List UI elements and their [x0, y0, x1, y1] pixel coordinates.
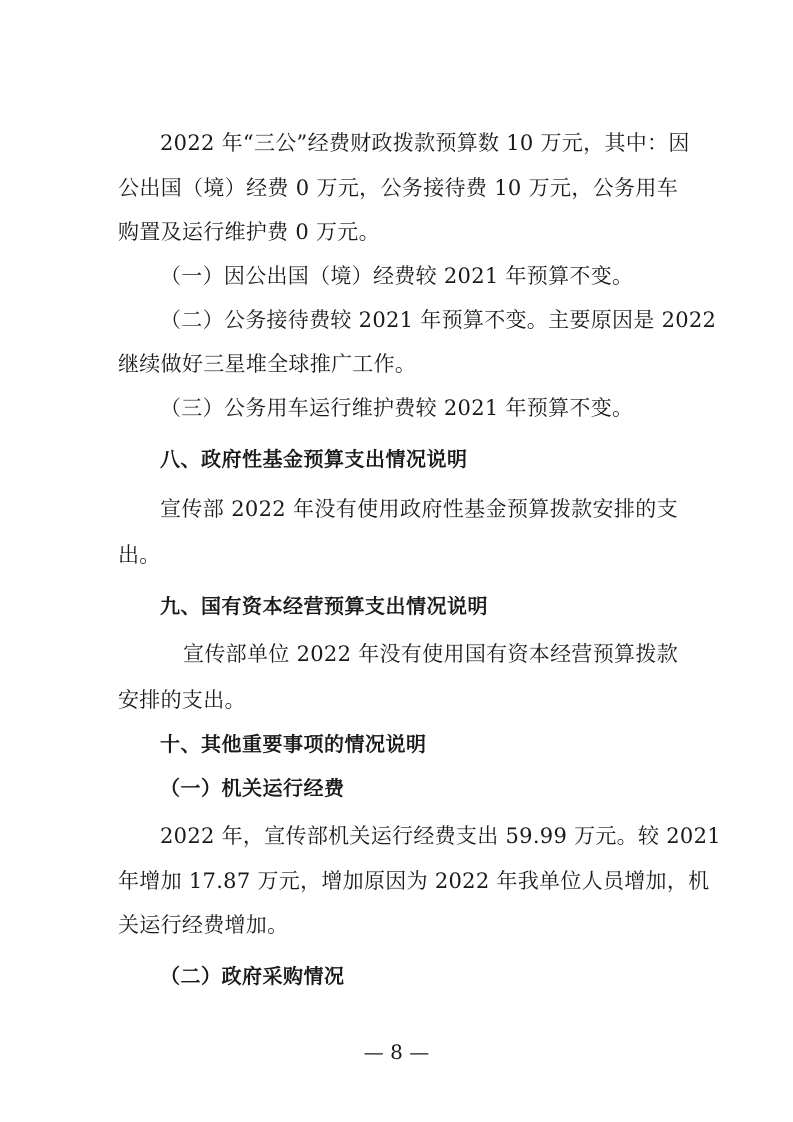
section-heading: 十、其他重要事项的情况说明	[160, 732, 427, 756]
paragraph-line: 公出国（境）经费 0 万元，公务接待费 10 万元，公务用车	[118, 176, 678, 200]
paragraph-line: 购置及运行维护费 0 万元。	[118, 220, 380, 244]
paragraph-line: 年增加 17.87 万元，增加原因为 2022 年我单位人员增加，机	[118, 869, 710, 893]
paragraph-line: 关运行经费增加。	[118, 913, 289, 937]
paragraph-line: （一）因公出国（境）经费较 2021 年预算不变。	[160, 264, 634, 288]
paragraph-line: 2022 年“三公”经费财政拨款预算数 10 万元，其中：因	[160, 131, 690, 155]
paragraph-line: 安排的支出。	[118, 688, 246, 712]
paragraph-line: 继续做好三星堆全球推广工作。	[118, 352, 417, 376]
section-heading: 九、国有资本经营预算支出情况说明	[160, 594, 488, 618]
paragraph-line: 宣传部单位 2022 年没有使用国有资本经营预算拨款	[183, 642, 678, 666]
paragraph-line: 出。	[118, 543, 161, 567]
paragraph-line: （三）公务用车运行维护费较 2021 年预算不变。	[160, 396, 634, 420]
paragraph-line: 2022 年，宣传部机关运行经费支出 59.99 万元。较 2021	[160, 824, 721, 848]
paragraph-line: （二）公务接待费较 2021 年预算不变。主要原因是 2022	[160, 308, 717, 332]
subsection-heading: （一）机关运行经费	[160, 776, 345, 800]
paragraph-line: 宣传部 2022 年没有使用政府性基金预算拨款安排的支	[160, 497, 678, 521]
subsection-heading: （二）政府采购情况	[160, 964, 345, 988]
section-heading: 八、政府性基金预算支出情况说明	[160, 447, 468, 471]
page-number: — 8 —	[363, 1040, 430, 1064]
